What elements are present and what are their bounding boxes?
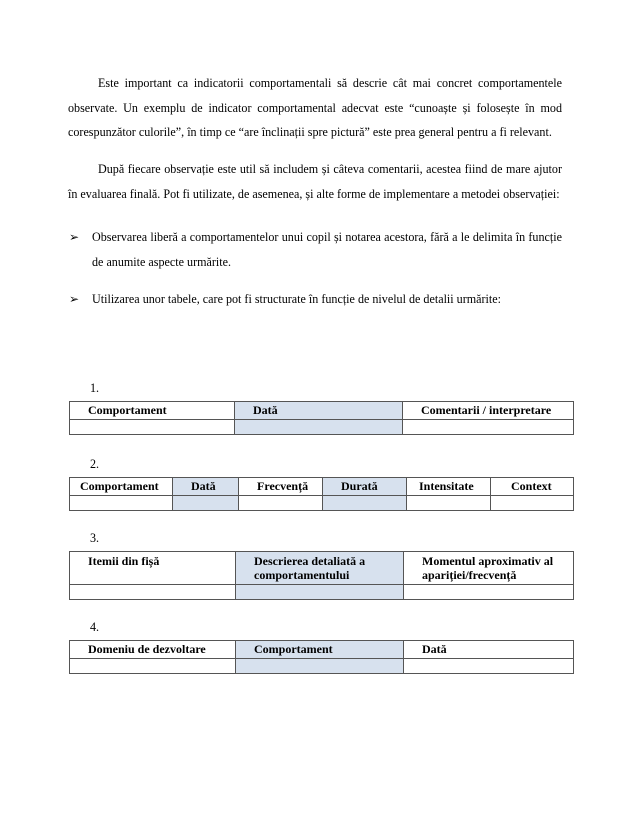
observation-table-3 [69, 551, 574, 600]
table-header-cell: Frecvență [239, 478, 323, 496]
table-cell [491, 496, 574, 511]
table-header-cell: Dată [235, 402, 403, 420]
table-cell [239, 496, 323, 511]
table-cell [70, 659, 236, 674]
table-cell [403, 420, 574, 435]
table-header-cell: Domeniu de dezvoltare [70, 641, 236, 659]
bullet-tables [69, 287, 562, 312]
table-header-cell: Descrierea detaliată a comportamentului [236, 552, 404, 585]
table-header-cell: Momentul aproximativ al apariției/frecvență [404, 552, 574, 585]
table-header-cell: Dată [173, 478, 239, 496]
table-number: 3. [90, 531, 100, 545]
table-row [70, 496, 574, 511]
table-header-cell: Comentarii / interpretare [403, 402, 574, 420]
bullet-free-observation [69, 225, 562, 274]
table-cell [70, 585, 236, 600]
table-header-row [70, 641, 574, 659]
arrow-bullet-icon: ➢ [69, 292, 80, 306]
arrow-bullet-icon: ➢ [69, 230, 80, 244]
observation-table-2 [69, 477, 574, 511]
table-cell [70, 496, 173, 511]
table-cell [173, 496, 239, 511]
table-header-cell: Comportament [236, 641, 404, 659]
observation-table-1 [69, 401, 574, 435]
table-cell [235, 420, 403, 435]
table-header-row [70, 478, 574, 496]
paragraph-comments: După fiecare observație este util să includem și câteva comentarii, acestea fiind de mare ajutor în evaluarea finală. Pot fi utilizate, de asemenea, și alte forme de implementare a metodei observației: [68, 162, 562, 201]
table-cell [236, 585, 404, 600]
table-cell [323, 496, 407, 511]
table-number: 4. [90, 620, 100, 634]
table-number: 2. [90, 457, 100, 471]
table-header-cell: Context [491, 478, 574, 496]
observation-table-4 [69, 640, 574, 674]
table-cell [407, 496, 491, 511]
table-row [70, 420, 574, 435]
table-header-cell: Dată [404, 641, 574, 659]
bullet-text: Utilizarea unor tabele, care pot fi structurate în funcție de nivelul de detalii urmărite: [92, 292, 501, 306]
table-header-row [70, 552, 574, 585]
table-header-cell: Itemii din fișă [70, 552, 236, 585]
table-cell [70, 420, 235, 435]
table-header-cell: Comportament [70, 478, 173, 496]
table-cell [236, 659, 404, 674]
table-cell [404, 585, 574, 600]
table-header-row [70, 402, 574, 420]
paragraph-indicators: Este important ca indicatorii comportamentali să descrie cât mai concret comportamentele observate. Un exemplu de indicator comportamental adecvat este “cunoaște și folosește în mod corespunzător culorile”, în timp ce “are înclinații spre pictură” este prea general pentru a fi relevant. [68, 76, 562, 140]
table-header-cell: Comportament [70, 402, 235, 420]
table-header-cell: Intensitate [407, 478, 491, 496]
table-cell [404, 659, 574, 674]
table-row [70, 585, 574, 600]
table-row [70, 659, 574, 674]
bullet-text: Observarea liberă a comportamentelor unui copil și notarea acestora, fără a le delimita în funcție de anumite aspecte urmărite. [92, 230, 562, 269]
table-number: 1. [90, 381, 100, 395]
table-header-cell: Durată [323, 478, 407, 496]
